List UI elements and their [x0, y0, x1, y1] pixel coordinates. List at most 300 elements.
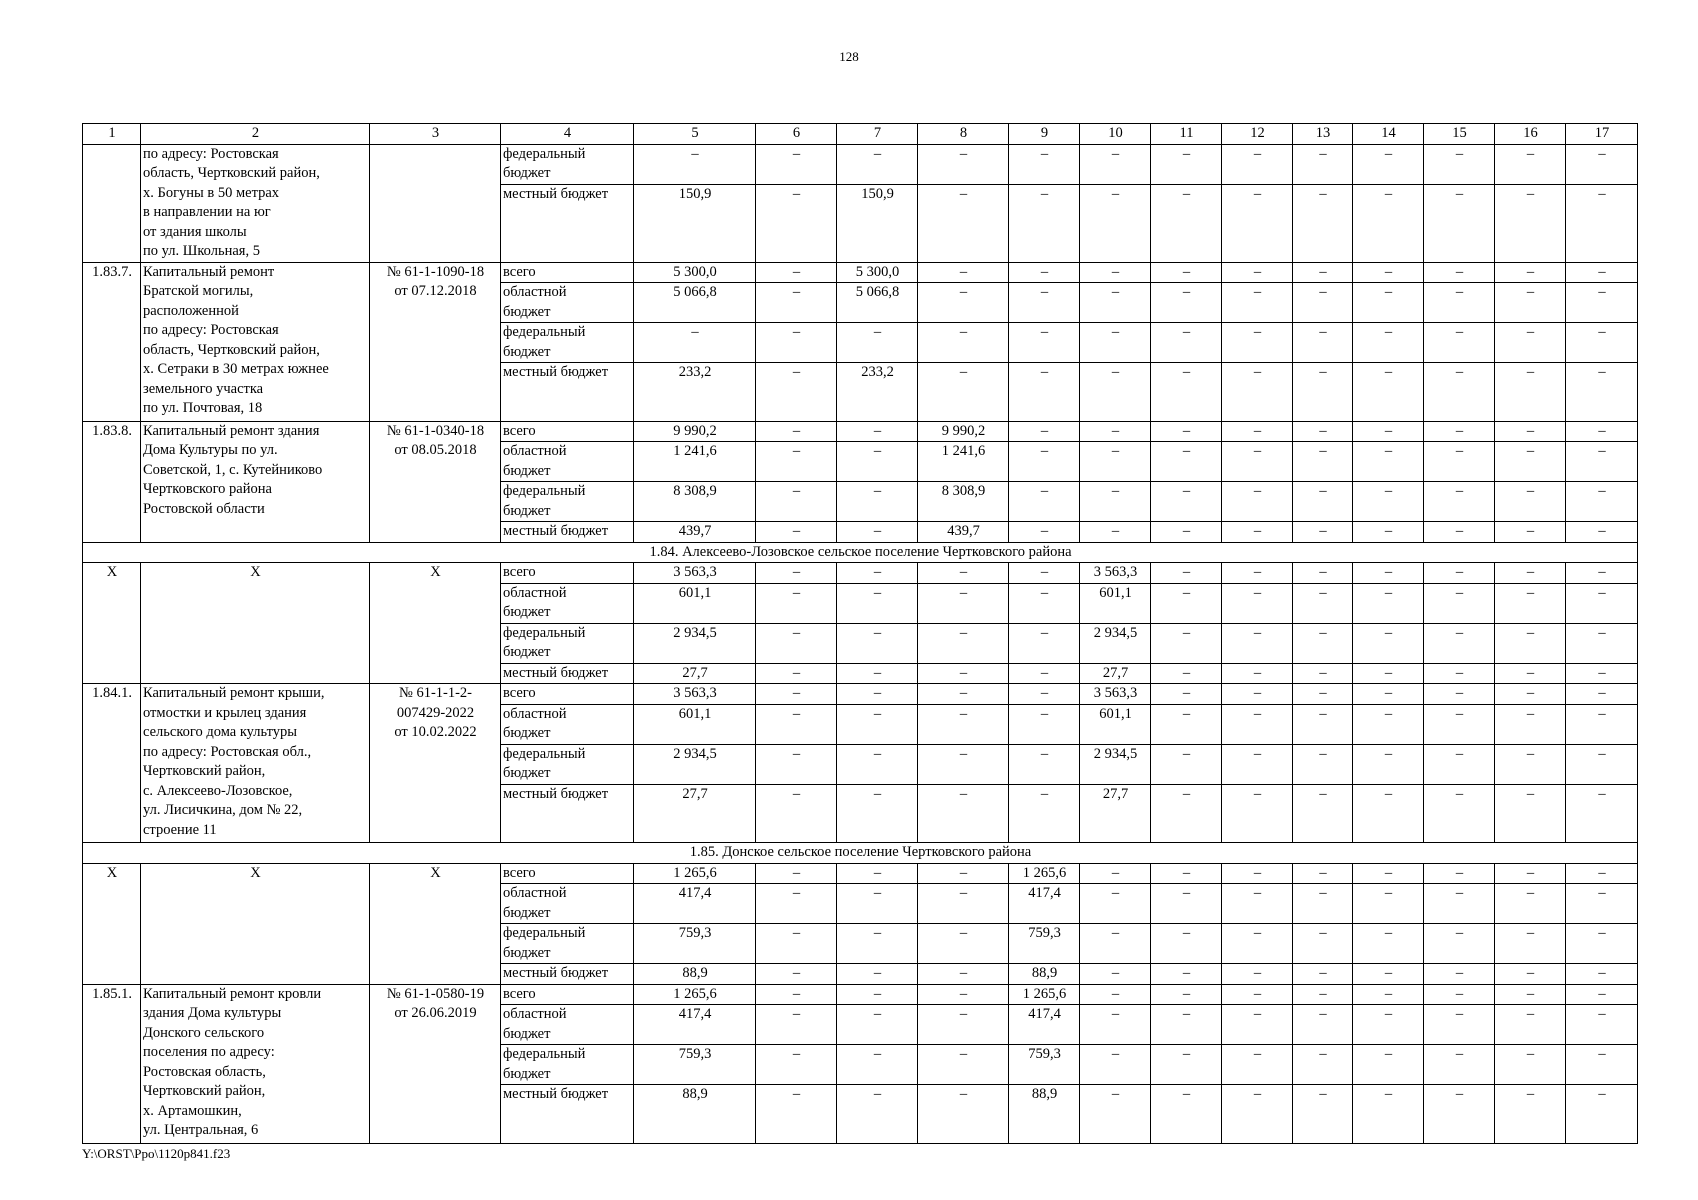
value-col-15: –	[1424, 323, 1495, 363]
value-col-10: –	[1080, 283, 1151, 323]
value-col-15: –	[1424, 421, 1495, 442]
value-col-10: –	[1080, 482, 1151, 522]
value-col-15: –	[1424, 704, 1495, 744]
value-col-15: –	[1424, 744, 1495, 784]
value-col-15: –	[1424, 442, 1495, 482]
footer-file-path: Y:\ORST\Ppo\1120p841.f23	[82, 1146, 231, 1161]
value-col-13: –	[1293, 1085, 1353, 1144]
value-col-7: –	[837, 482, 918, 522]
value-col-6: –	[756, 784, 837, 843]
value-col-13: –	[1293, 1005, 1353, 1045]
value-col-8: –	[918, 684, 1009, 705]
value-col-14: –	[1353, 363, 1424, 422]
value-col-16: –	[1495, 704, 1566, 744]
value-col-5: –	[634, 144, 756, 184]
value-col-10: 2 934,5	[1080, 744, 1151, 784]
header-col-16: 16	[1495, 124, 1566, 145]
value-col-9: –	[1009, 144, 1080, 184]
value-col-16: –	[1495, 684, 1566, 705]
value-col-16: –	[1495, 563, 1566, 584]
item-document	[370, 144, 501, 262]
value-col-6: –	[756, 583, 837, 623]
value-col-7: –	[837, 563, 918, 584]
value-col-17: –	[1566, 482, 1638, 522]
value-col-10: –	[1080, 184, 1151, 262]
value-col-9: –	[1009, 184, 1080, 262]
value-col-15: –	[1424, 1085, 1495, 1144]
value-col-5: 233,2	[634, 363, 756, 422]
value-col-14: –	[1353, 663, 1424, 684]
value-col-14: –	[1353, 262, 1424, 283]
value-col-13: –	[1293, 784, 1353, 843]
value-col-7: –	[837, 323, 918, 363]
value-col-11: –	[1151, 884, 1222, 924]
value-col-11: –	[1151, 623, 1222, 663]
value-col-13: –	[1293, 1045, 1353, 1085]
value-col-11: –	[1151, 144, 1222, 184]
value-col-9: –	[1009, 323, 1080, 363]
value-col-5: 601,1	[634, 583, 756, 623]
value-col-14: –	[1353, 684, 1424, 705]
header-col-14: 14	[1353, 124, 1424, 145]
value-col-17: –	[1566, 262, 1638, 283]
value-col-12: –	[1222, 863, 1293, 884]
value-col-10: –	[1080, 1005, 1151, 1045]
value-col-5: 150,9	[634, 184, 756, 262]
value-col-12: –	[1222, 744, 1293, 784]
value-col-11: –	[1151, 984, 1222, 1005]
item-name: Капитальный ремонт Братской могилы, расположенной по адресу: Ростовская область, Чертковский район, х. Сетраки в 30 метрах южнее земельного участка по ул. Почтовая, 18	[141, 262, 370, 421]
item-number: 1.83.7.	[83, 262, 141, 421]
value-col-8: –	[918, 924, 1009, 964]
value-col-12: –	[1222, 421, 1293, 442]
value-col-10: 27,7	[1080, 784, 1151, 843]
value-col-17: –	[1566, 684, 1638, 705]
value-col-9: –	[1009, 421, 1080, 442]
value-col-15: –	[1424, 283, 1495, 323]
funding-source: всего	[501, 684, 634, 705]
value-col-10: –	[1080, 924, 1151, 964]
header-col-10: 10	[1080, 124, 1151, 145]
funding-source: областной бюджет	[501, 704, 634, 744]
value-col-8: –	[918, 623, 1009, 663]
value-col-13: –	[1293, 623, 1353, 663]
value-col-15: –	[1424, 884, 1495, 924]
value-col-14: –	[1353, 421, 1424, 442]
value-col-14: –	[1353, 184, 1424, 262]
value-col-8: –	[918, 563, 1009, 584]
header-col-17: 17	[1566, 124, 1638, 145]
funding-source: федеральный бюджет	[501, 1045, 634, 1085]
value-col-9: –	[1009, 563, 1080, 584]
value-col-15: –	[1424, 863, 1495, 884]
value-col-7: –	[837, 1005, 918, 1045]
value-col-13: –	[1293, 863, 1353, 884]
value-col-14: –	[1353, 563, 1424, 584]
value-col-13: –	[1293, 323, 1353, 363]
value-col-16: –	[1495, 442, 1566, 482]
value-col-9: –	[1009, 262, 1080, 283]
header-col-13: 13	[1293, 124, 1353, 145]
value-col-8: –	[918, 964, 1009, 985]
value-col-13: –	[1293, 684, 1353, 705]
item-name: Капитальный ремонт крыши, отмостки и крылец здания сельского дома культуры по адресу: Ростовская обл., Чертковский район, с. Алексеево-Лозовское, ул. Лисичкина, дом № 22, строение 11	[141, 684, 370, 843]
value-col-6: –	[756, 623, 837, 663]
value-col-15: –	[1424, 623, 1495, 663]
value-col-11: –	[1151, 924, 1222, 964]
value-col-12: –	[1222, 442, 1293, 482]
header-col-1: 1	[83, 124, 141, 145]
value-col-7: 5 066,8	[837, 283, 918, 323]
value-col-12: –	[1222, 704, 1293, 744]
value-col-17: –	[1566, 663, 1638, 684]
value-col-17: –	[1566, 924, 1638, 964]
value-col-14: –	[1353, 884, 1424, 924]
value-col-5: 601,1	[634, 704, 756, 744]
value-col-13: –	[1293, 704, 1353, 744]
value-col-12: –	[1222, 482, 1293, 522]
funding-source: федеральный бюджет	[501, 623, 634, 663]
value-col-10: 601,1	[1080, 583, 1151, 623]
header-col-4: 4	[501, 124, 634, 145]
value-col-6: –	[756, 184, 837, 262]
value-col-8: –	[918, 262, 1009, 283]
value-col-10: –	[1080, 442, 1151, 482]
value-col-6: –	[756, 1085, 837, 1144]
value-col-17: –	[1566, 784, 1638, 843]
value-col-13: –	[1293, 421, 1353, 442]
value-col-11: –	[1151, 283, 1222, 323]
value-col-5: 2 934,5	[634, 744, 756, 784]
funding-source: местный бюджет	[501, 964, 634, 985]
value-col-13: –	[1293, 283, 1353, 323]
funding-source: областной бюджет	[501, 884, 634, 924]
section-row	[83, 542, 1638, 563]
value-col-13: –	[1293, 442, 1353, 482]
value-col-11: –	[1151, 563, 1222, 584]
value-col-12: –	[1222, 623, 1293, 663]
value-col-10: –	[1080, 1045, 1151, 1085]
header-col-9: 9	[1009, 124, 1080, 145]
value-col-13: –	[1293, 884, 1353, 924]
value-col-10: –	[1080, 863, 1151, 884]
funding-source: федеральный бюджет	[501, 924, 634, 964]
value-col-5: 88,9	[634, 1085, 756, 1144]
value-col-15: –	[1424, 684, 1495, 705]
value-col-7: –	[837, 583, 918, 623]
value-col-9: –	[1009, 684, 1080, 705]
value-col-8: –	[918, 1085, 1009, 1144]
item-name: Капитальный ремонт кровли здания Дома культуры Донского сельского поселения по адресу: Ростовская область, Чертковский район, х. Артамошкин, ул. Центральная, 6	[141, 984, 370, 1143]
value-col-11: –	[1151, 684, 1222, 705]
value-col-11: –	[1151, 583, 1222, 623]
item-number: Х	[83, 563, 141, 684]
item-document: Х	[370, 863, 501, 984]
value-col-9: 759,3	[1009, 1045, 1080, 1085]
header-col-8: 8	[918, 124, 1009, 145]
value-col-12: –	[1222, 522, 1293, 543]
value-col-15: –	[1424, 1005, 1495, 1045]
funding-source: местный бюджет	[501, 184, 634, 262]
value-col-12: –	[1222, 684, 1293, 705]
value-col-12: –	[1222, 323, 1293, 363]
value-col-6: –	[756, 421, 837, 442]
value-col-6: –	[756, 522, 837, 543]
value-col-8: –	[918, 1005, 1009, 1045]
value-col-13: –	[1293, 184, 1353, 262]
value-col-13: –	[1293, 663, 1353, 684]
value-col-11: –	[1151, 262, 1222, 283]
value-col-5: 1 241,6	[634, 442, 756, 482]
value-col-14: –	[1353, 784, 1424, 843]
value-col-6: –	[756, 442, 837, 482]
section-title: 1.85. Донское сельское поселение Чертковского района	[83, 843, 1638, 864]
value-col-11: –	[1151, 1085, 1222, 1144]
value-col-10: –	[1080, 421, 1151, 442]
value-col-16: –	[1495, 262, 1566, 283]
value-col-8: 9 990,2	[918, 421, 1009, 442]
value-col-5: 439,7	[634, 522, 756, 543]
value-col-17: –	[1566, 964, 1638, 985]
value-col-12: –	[1222, 563, 1293, 584]
value-col-11: –	[1151, 421, 1222, 442]
value-col-11: –	[1151, 663, 1222, 684]
funding-source: федеральный бюджет	[501, 744, 634, 784]
value-col-12: –	[1222, 583, 1293, 623]
funding-source: областной бюджет	[501, 283, 634, 323]
value-col-9: –	[1009, 663, 1080, 684]
value-col-15: –	[1424, 924, 1495, 964]
value-col-10: –	[1080, 1085, 1151, 1144]
funding-source: всего	[501, 421, 634, 442]
value-col-6: –	[756, 363, 837, 422]
value-col-14: –	[1353, 1085, 1424, 1144]
value-col-9: –	[1009, 522, 1080, 543]
value-col-16: –	[1495, 663, 1566, 684]
value-col-12: –	[1222, 663, 1293, 684]
value-col-7: –	[837, 623, 918, 663]
value-col-8: –	[918, 184, 1009, 262]
value-col-17: –	[1566, 363, 1638, 422]
value-col-15: –	[1424, 583, 1495, 623]
value-col-17: –	[1566, 744, 1638, 784]
section-row	[83, 843, 1638, 864]
value-col-10: 601,1	[1080, 704, 1151, 744]
value-col-14: –	[1353, 623, 1424, 663]
page-number: 128	[839, 49, 859, 64]
value-col-10: –	[1080, 984, 1151, 1005]
item-number: 1.83.8.	[83, 421, 141, 542]
value-col-16: –	[1495, 583, 1566, 623]
value-col-14: –	[1353, 984, 1424, 1005]
value-col-13: –	[1293, 363, 1353, 422]
value-col-14: –	[1353, 583, 1424, 623]
value-col-14: –	[1353, 1045, 1424, 1085]
value-col-6: –	[756, 482, 837, 522]
value-col-5: 8 308,9	[634, 482, 756, 522]
value-col-8: –	[918, 583, 1009, 623]
value-col-17: –	[1566, 323, 1638, 363]
value-col-9: –	[1009, 583, 1080, 623]
value-col-12: –	[1222, 144, 1293, 184]
table-row	[83, 563, 1638, 584]
value-col-8: 1 241,6	[918, 442, 1009, 482]
value-col-16: –	[1495, 984, 1566, 1005]
value-col-16: –	[1495, 522, 1566, 543]
value-col-17: –	[1566, 283, 1638, 323]
value-col-16: –	[1495, 784, 1566, 843]
value-col-5: 417,4	[634, 884, 756, 924]
value-col-5: 5 300,0	[634, 262, 756, 283]
value-col-13: –	[1293, 563, 1353, 584]
value-col-8: –	[918, 784, 1009, 843]
value-col-6: –	[756, 924, 837, 964]
value-col-15: –	[1424, 184, 1495, 262]
funding-source: федеральный бюджет	[501, 482, 634, 522]
value-col-5: 88,9	[634, 964, 756, 985]
value-col-10: –	[1080, 363, 1151, 422]
funding-source: областной бюджет	[501, 1005, 634, 1045]
value-col-9: –	[1009, 623, 1080, 663]
value-col-9: 1 265,6	[1009, 863, 1080, 884]
value-col-10: –	[1080, 522, 1151, 543]
value-col-16: –	[1495, 964, 1566, 985]
value-col-9: 88,9	[1009, 964, 1080, 985]
value-col-15: –	[1424, 262, 1495, 283]
value-col-17: –	[1566, 184, 1638, 262]
value-col-14: –	[1353, 863, 1424, 884]
value-col-12: –	[1222, 924, 1293, 964]
funding-source: всего	[501, 563, 634, 584]
value-col-14: –	[1353, 482, 1424, 522]
value-col-12: –	[1222, 1005, 1293, 1045]
value-col-6: –	[756, 884, 837, 924]
value-col-14: –	[1353, 1005, 1424, 1045]
value-col-13: –	[1293, 262, 1353, 283]
value-col-15: –	[1424, 784, 1495, 843]
table-row	[83, 144, 1638, 184]
value-col-14: –	[1353, 744, 1424, 784]
value-col-5: 3 563,3	[634, 684, 756, 705]
value-col-17: –	[1566, 442, 1638, 482]
value-col-11: –	[1151, 1005, 1222, 1045]
value-col-17: –	[1566, 884, 1638, 924]
value-col-16: –	[1495, 482, 1566, 522]
value-col-16: –	[1495, 623, 1566, 663]
value-col-15: –	[1424, 363, 1495, 422]
value-col-16: –	[1495, 884, 1566, 924]
value-col-12: –	[1222, 1045, 1293, 1085]
value-col-10: 3 563,3	[1080, 563, 1151, 584]
value-col-5: 5 066,8	[634, 283, 756, 323]
value-col-11: –	[1151, 442, 1222, 482]
value-col-11: –	[1151, 784, 1222, 843]
value-col-6: –	[756, 283, 837, 323]
funding-source: областной бюджет	[501, 583, 634, 623]
funding-source: местный бюджет	[501, 784, 634, 843]
value-col-9: 759,3	[1009, 924, 1080, 964]
value-col-14: –	[1353, 442, 1424, 482]
item-name: по адресу: Ростовская область, Чертковский район, х. Богуны в 50 метрах в направлении на юг от здания школы по ул. Школьная, 5	[141, 144, 370, 262]
value-col-15: –	[1424, 1045, 1495, 1085]
value-col-14: –	[1353, 144, 1424, 184]
value-col-12: –	[1222, 283, 1293, 323]
value-col-9: 1 265,6	[1009, 984, 1080, 1005]
header-col-5: 5	[634, 124, 756, 145]
value-col-6: –	[756, 144, 837, 184]
value-col-8: –	[918, 1045, 1009, 1085]
value-col-8: –	[918, 144, 1009, 184]
value-col-6: –	[756, 744, 837, 784]
value-col-12: –	[1222, 964, 1293, 985]
value-col-7: –	[837, 744, 918, 784]
value-col-8: 439,7	[918, 522, 1009, 543]
value-col-14: –	[1353, 964, 1424, 985]
funding-source: всего	[501, 863, 634, 884]
table-row	[83, 262, 1638, 283]
value-col-12: –	[1222, 184, 1293, 262]
value-col-12: –	[1222, 784, 1293, 843]
value-col-5: 9 990,2	[634, 421, 756, 442]
value-col-15: –	[1424, 482, 1495, 522]
value-col-12: –	[1222, 884, 1293, 924]
value-col-5: 759,3	[634, 924, 756, 964]
value-col-9: –	[1009, 744, 1080, 784]
value-col-6: –	[756, 563, 837, 584]
header-col-11: 11	[1151, 124, 1222, 145]
value-col-16: –	[1495, 283, 1566, 323]
value-col-11: –	[1151, 704, 1222, 744]
item-name: Х	[141, 563, 370, 684]
value-col-11: –	[1151, 964, 1222, 985]
item-name: Х	[141, 863, 370, 984]
value-col-8: –	[918, 283, 1009, 323]
table-row	[83, 684, 1638, 705]
value-col-11: –	[1151, 1045, 1222, 1085]
item-document: № 61-1-0340-18 от 08.05.2018	[370, 421, 501, 542]
value-col-15: –	[1424, 663, 1495, 684]
value-col-9: –	[1009, 363, 1080, 422]
value-col-9: –	[1009, 442, 1080, 482]
item-document: № 61-1-1090-18 от 07.12.2018	[370, 262, 501, 421]
value-col-7: –	[837, 663, 918, 684]
value-col-6: –	[756, 863, 837, 884]
value-col-15: –	[1424, 964, 1495, 985]
value-col-14: –	[1353, 283, 1424, 323]
value-col-12: –	[1222, 984, 1293, 1005]
value-col-5: 1 265,6	[634, 984, 756, 1005]
item-document: Х	[370, 563, 501, 684]
value-col-16: –	[1495, 184, 1566, 262]
value-col-6: –	[756, 1005, 837, 1045]
value-col-9: –	[1009, 482, 1080, 522]
value-col-13: –	[1293, 964, 1353, 985]
value-col-9: –	[1009, 283, 1080, 323]
header-col-6: 6	[756, 124, 837, 145]
item-number: 1.85.1.	[83, 984, 141, 1143]
value-col-11: –	[1151, 363, 1222, 422]
value-col-17: –	[1566, 704, 1638, 744]
value-col-16: –	[1495, 1085, 1566, 1144]
value-col-7: 5 300,0	[837, 262, 918, 283]
value-col-13: –	[1293, 522, 1353, 543]
value-col-17: –	[1566, 1005, 1638, 1045]
value-col-9: 417,4	[1009, 1005, 1080, 1045]
funding-source: местный бюджет	[501, 1085, 634, 1144]
value-col-17: –	[1566, 421, 1638, 442]
value-col-8: –	[918, 984, 1009, 1005]
header-col-2: 2	[141, 124, 370, 145]
